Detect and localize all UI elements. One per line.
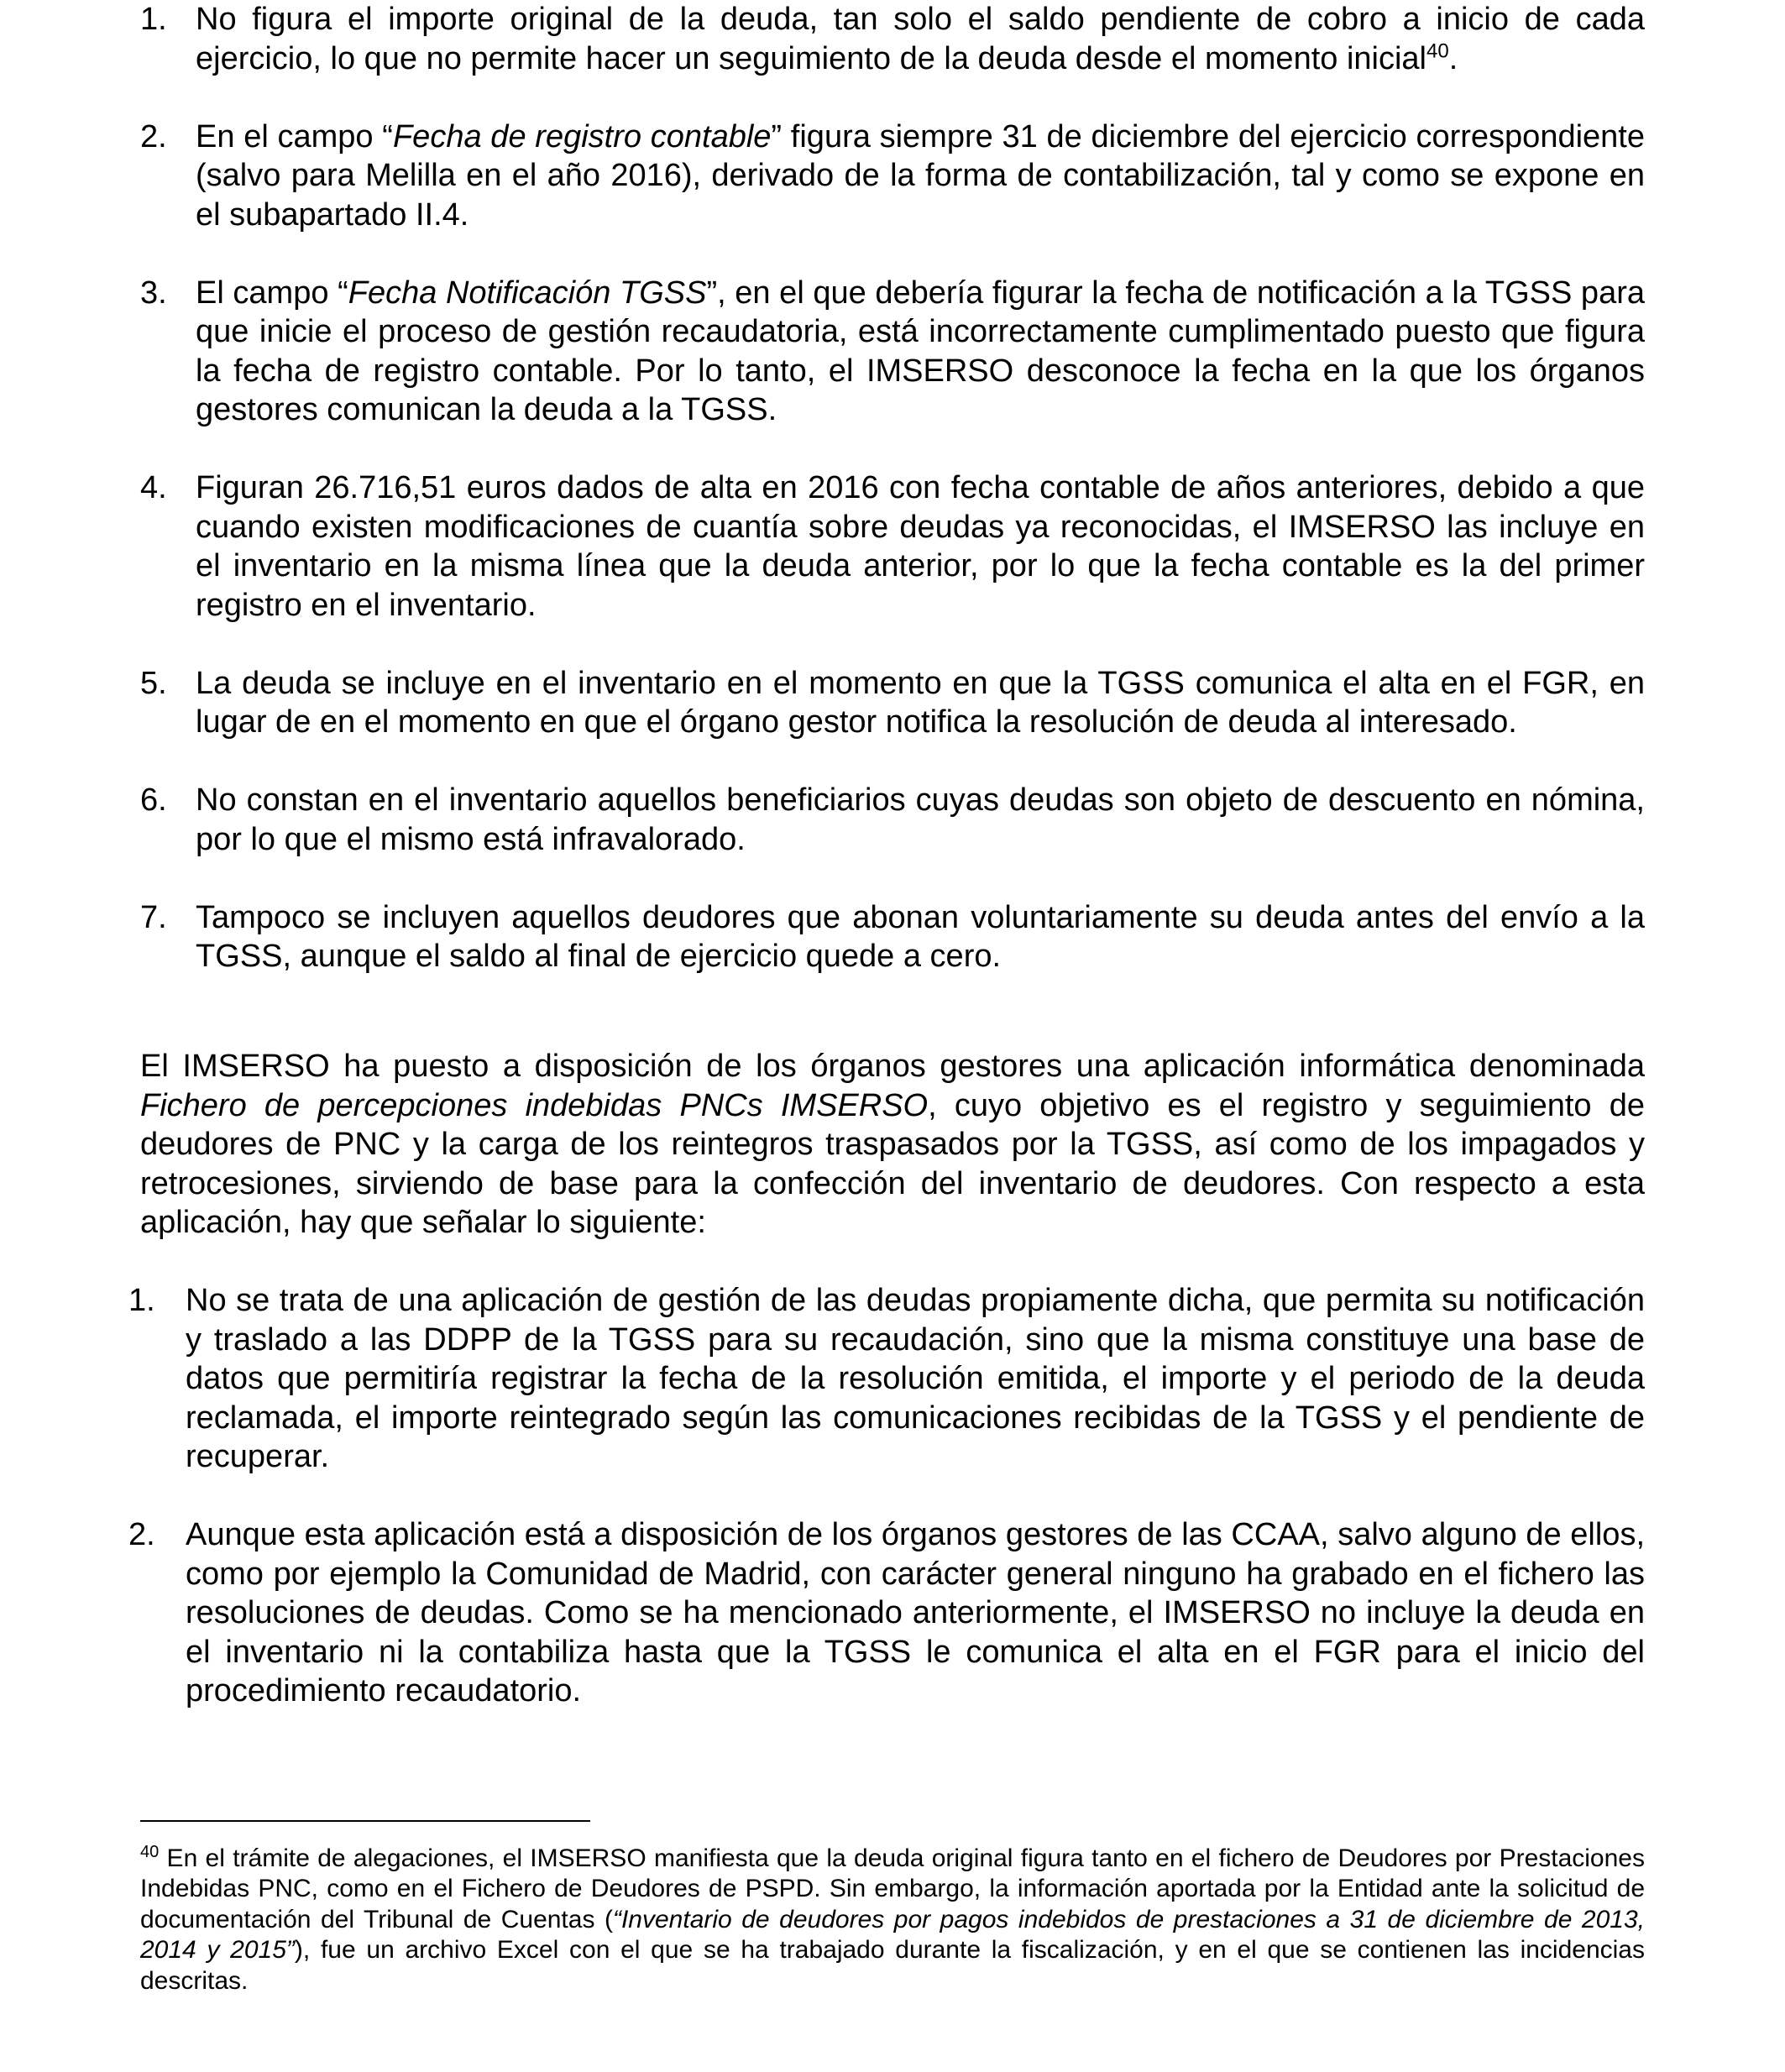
item-text: Tampoco se incluyen aquellos deudores que abonan voluntariamente su deuda antes del envío a la TGSS, aunque el saldo al final de ejercicio quede a cero. <box>196 899 1645 974</box>
list-item <box>140 664 1645 742</box>
item-italic-term: Fecha Notificación TGSS <box>348 275 707 311</box>
footnote-text-end: ), fue un archivo Excel con el que se ha trabajado durante la fiscalización, y en el que se contienen las incidencias descritas. <box>140 1936 1645 1995</box>
item-text: No se trata de una aplicación de gestión de las deudas propiamente dicha, que permita su notificación y traslado a las DDPP de la TGSS para su recaudación, sino que la misma constituye una base de datos que permitiría registrar la fecha de la resolución emitida, el importe y el periodo de la deuda reclamada, el importe reintegrado según las comunicaciones recibidas de la TGSS y el pendiente de recuperar. <box>186 1283 1645 1474</box>
item-text-end: ” figura siempre 31 de diciembre del ejercicio correspondiente (salvo para Melilla en el año 2016), derivado de la forma de contabilización, tal y como se expone en el subapartado II.4. <box>196 118 1645 233</box>
paragraph-text-end: , cuyo objetivo es el registro y seguimiento de deudores de PNC y la carga de los reintegros traspasados por la TGSS, así como de los impagados y retrocesiones, sirviendo de base para la confección del inventario de deudores. Con respecto a esta aplicación, hay que señalar lo siguiente: <box>140 1087 1645 1240</box>
list-item <box>140 468 1645 625</box>
item-number: 1. <box>128 1283 155 1318</box>
application-remarks-list <box>128 1281 1645 1750</box>
list-item <box>140 898 1645 976</box>
item-text: No constan en el inventario aquellos beneficiarios cuyas deudas son objeto de descuento en nómina, por lo que el mismo está infravalorado. <box>196 782 1645 857</box>
item-number: 4. <box>140 470 167 505</box>
item-number: 1. <box>140 2 167 37</box>
footnote-reference[interactable]: 40 <box>1426 39 1449 62</box>
item-number: 3. <box>140 275 167 311</box>
list-item <box>140 274 1645 430</box>
footnote <box>140 1844 1645 1996</box>
list-item <box>140 781 1645 859</box>
item-text-end: . <box>1448 40 1458 76</box>
footnote-italic-title: “Inventario de deudores por pagos indebidos de prestaciones a 31 de diciembre de 2013, 2014 y 2015” <box>140 1905 1645 1965</box>
list-item <box>128 1515 1645 1711</box>
list-item <box>140 118 1645 235</box>
list-item <box>128 1281 1645 1477</box>
item-number: 6. <box>140 782 167 818</box>
item-number: 5. <box>140 665 167 701</box>
item-number: 7. <box>140 899 167 935</box>
findings-list <box>140 0 1645 1015</box>
item-number: 2. <box>140 118 167 154</box>
item-text: El campo “ <box>196 275 348 311</box>
list-item <box>140 0 1645 78</box>
item-text: Aunque esta aplicación está a disposición de los órganos gestores de las CCAA, salvo alguno de ellos, como por ejemplo la Comunidad de Madrid, con carácter general ninguno ha grabado en el fichero las resoluciones de deudas. Como se ha mencionado anteriormente, el IMSERSO no incluye la deuda en el inventario ni la contabiliza hasta que la TGSS le comunica el alta en el FGR para el inicio del procedimiento recaudatorio. <box>186 1517 1645 1708</box>
item-text: No figura el importe original de la deuda, tan solo el saldo pendiente de cobro a inicio de cada ejercicio, lo que no permite hacer un seguimiento de la deuda desde el momento inicial <box>196 2 1645 76</box>
item-text-end: ”, en el que debería figurar la fecha de notificación a la TGSS para que inicie el proceso de gestión recaudatoria, está incorrectamente cumplimentado puesto que figura la fecha de registro contable. Por lo tanto, el IMSERSO desconoce la fecha en la que los órganos gestores comunican la deuda a la TGSS. <box>196 275 1645 427</box>
item-text: Figuran 26.716,51 euros dados de alta en 2016 con fecha contable de años anteriores, debido a que cuando existen modificaciones de cuantía sobre deudas ya reconocidas, el IMSERSO las incluye en el inventario en la misma línea que la deuda anterior, por lo que la fecha contable es la del primer registro en el inventario. <box>196 470 1645 623</box>
item-number: 2. <box>128 1517 155 1552</box>
footnote-number: 40 <box>140 1843 160 1861</box>
body-paragraph <box>140 1047 1645 1243</box>
item-text: En el campo “ <box>196 118 393 154</box>
item-italic-term: Fecha de registro contable <box>392 118 772 154</box>
footnote-separator <box>140 1820 590 1822</box>
application-name: Fichero de percepciones indebidas PNCs IMSERSO <box>140 1087 929 1123</box>
footnote-text: En el trámite de alegaciones, el IMSERSO manifiesta que la deuda original figura tanto en el fichero de Deudores por Prestaciones Indebidas PNC, como en el Fichero de Deudores de PSPD. Sin embargo, la información aportada por la Entidad ante la solicitud de documentación del Tribunal de Cuentas ( <box>140 1844 1645 1933</box>
item-text: La deuda se incluye en el inventario en el momento en que la TGSS comunica el alta en el FGR, en lugar de en el momento en que el órgano gestor notifica la resolución de deuda al interesado. <box>196 665 1645 740</box>
paragraph-text: El IMSERSO ha puesto a disposición de los órganos gestores una aplicación informática denominada <box>140 1049 1645 1084</box>
